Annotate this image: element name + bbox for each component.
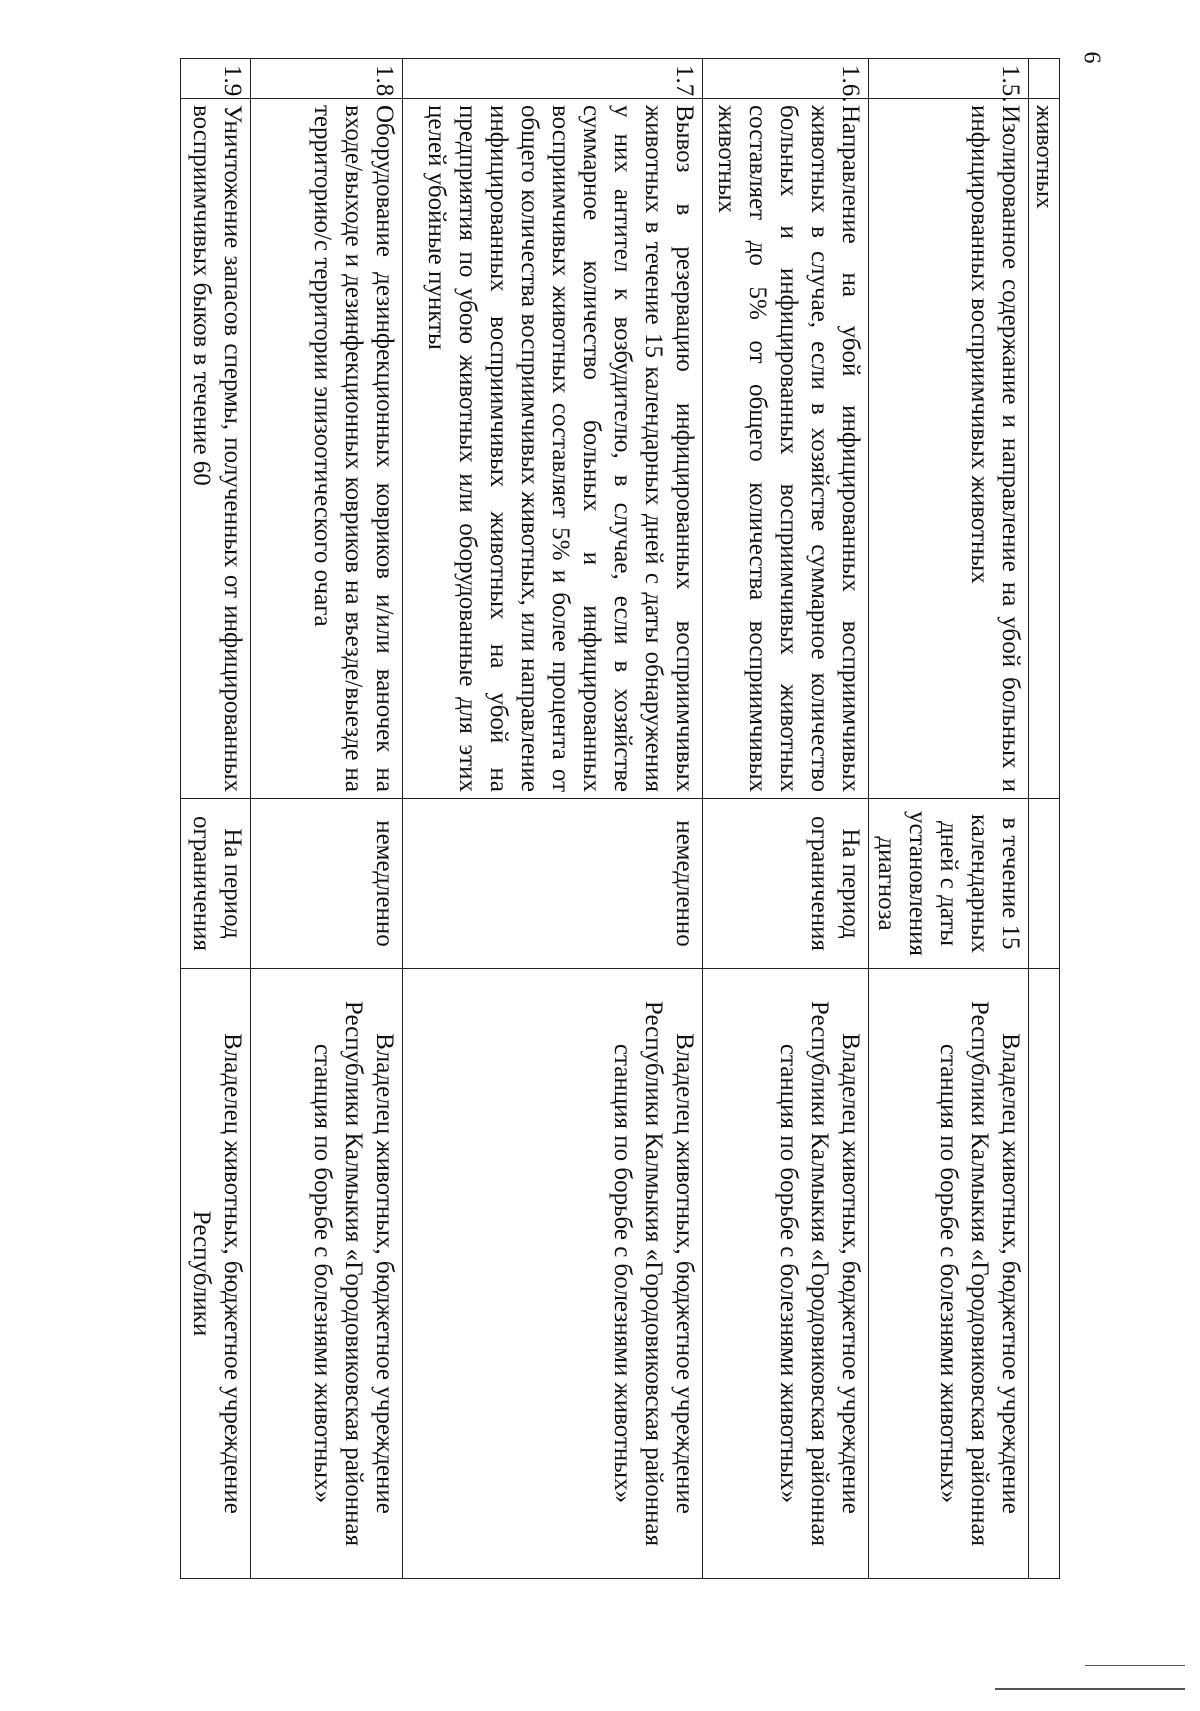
responsible-cell: Владелец животных, бюджетное учреждение Республики [181, 969, 251, 1579]
action-cell: Уничтожение запасов спермы, полученных от инфицированных восприимчивых быков в течение 60 [181, 99, 251, 799]
responsible-cell: Владелец животных, бюджетное учреждение Республики Калмыкия «Городовиковская районная станция по борьбе с болезнями животных» [869, 969, 1029, 1579]
table-row [181, 59, 251, 1579]
scan-artifact-line [1085, 1665, 1185, 1666]
table-row [251, 59, 403, 1579]
action-cell: Направление на убой инфицированных восприимчивых животных в случае, если в хозяйстве суммарное количество больных и инфицированных восприимчивых животных составляет до 5% от общего количества восприимчивых животных [703, 99, 869, 799]
responsible-cell [1029, 969, 1060, 1579]
term-cell: немедленно [251, 799, 403, 969]
term-cell: На период ограничения [181, 799, 251, 969]
action-cell: Вывоз в резервацию инфицированных восприимчивых животных в течение 15 календарных дней с даты обнаружения у них антител к возбудителю, в случае, если в хозяйстве суммарное количество больных и инфицированных восприимчивых животных составляет 5% и более процента от общего количества восприимчивых животных, или направление инфицированных восприимчивых животных на убой на предприятия по убою животных или оборудованные для этих целей убойные пункты [403, 99, 703, 799]
action-cell: Оборудование дезинфекционных ковриков и/или ваночек на входе/выходе и дезинфекционных ковриков на въезде/выезде на территорию/с территории эпизоотического очага [251, 99, 403, 799]
term-cell: На период ограничения [703, 799, 869, 969]
row-number: 1.8 [251, 59, 403, 99]
term-cell: в течение 15 календарных дней с даты установления диагноза [869, 799, 1029, 969]
action-cell: животных [1029, 99, 1060, 799]
rotated-page [130, 58, 1060, 1578]
table-row [703, 59, 869, 1579]
page-number: 6 [1078, 51, 1105, 64]
row-number: 1.5. [869, 59, 1029, 99]
table-row [403, 59, 703, 1579]
responsible-cell: Владелец животных, бюджетное учреждение Республики Калмыкия «Городовиковская районная станция по борьбе с болезнями животных» [251, 969, 403, 1579]
action-cell: Изолированное содержание и направление на убой больных и инфицированных восприимчивых животных [869, 99, 1029, 799]
measures-table [180, 58, 1060, 1579]
table-row [869, 59, 1029, 1579]
row-number: 1.6. [703, 59, 869, 99]
term-cell: немедленно [403, 799, 703, 969]
row-number: 1.9 [181, 59, 251, 99]
table-row [1029, 59, 1060, 1579]
scan-artifact-line [995, 1688, 1185, 1690]
responsible-cell: Владелец животных, бюджетное учреждение Республики Калмыкия «Городовиковская районная станция по борьбе с болезнями животных» [403, 969, 703, 1579]
term-cell [1029, 799, 1060, 969]
row-number: 1.7 [403, 59, 703, 99]
row-number [1029, 59, 1060, 99]
responsible-cell: Владелец животных, бюджетное учреждение Республики Калмыкия «Городовиковская районная станция по борьбе с болезнями животных» [703, 969, 869, 1579]
